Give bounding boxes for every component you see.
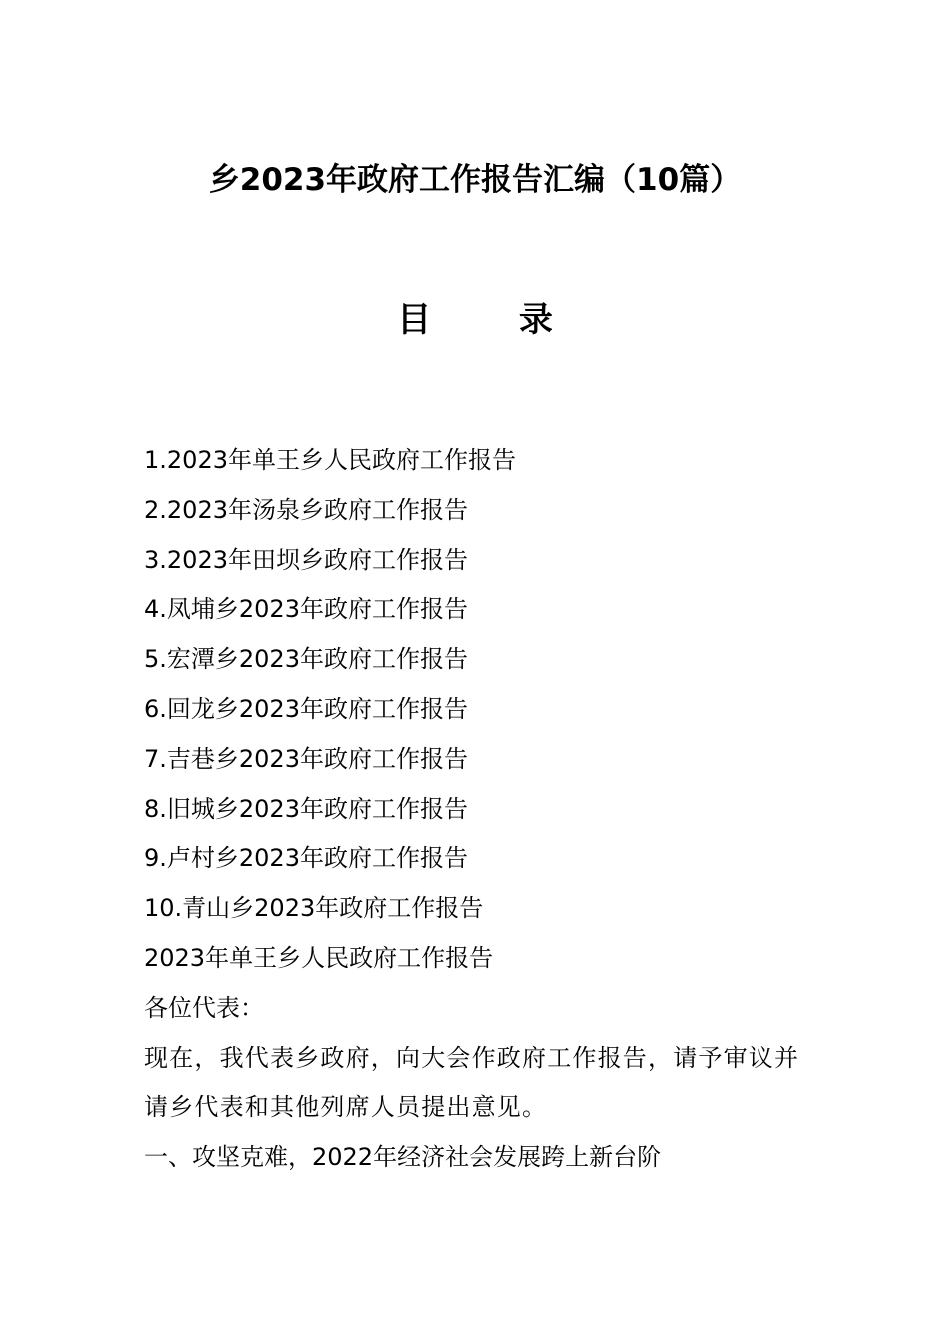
section-title: 2023年单王乡人民政府工作报告 bbox=[144, 944, 494, 972]
intro-paragraph: 现在，我代表乡政府，向大会作政府工作报告，请予审议并请乡代表和其他列席人员提出意见。 bbox=[144, 1043, 800, 1122]
toc-item: 10.青山乡2023年政府工作报告 bbox=[144, 894, 484, 923]
toc-item: 5.宏潭乡2023年政府工作报告 bbox=[144, 645, 468, 674]
toc-item: 8.旧城乡2023年政府工作报告 bbox=[144, 794, 468, 823]
greeting: 各位代表： bbox=[144, 993, 264, 1022]
toc-item: 3.2023年田坝乡政府工作报告 bbox=[144, 545, 468, 574]
toc-item: 2.2023年汤泉乡政府工作报告 bbox=[144, 495, 468, 524]
report-body bbox=[144, 934, 814, 1183]
section-heading: 一、攻坚克难，2022年经济社会发展跨上新台阶 bbox=[144, 1143, 662, 1172]
document-title: 乡2023年政府工作报告汇编（10篇） bbox=[208, 162, 742, 198]
toc-item: 9.卢村乡2023年政府工作报告 bbox=[144, 844, 468, 873]
table-of-contents bbox=[144, 436, 516, 934]
toc-item: 1.2023年单王乡人民政府工作报告 bbox=[144, 446, 516, 474]
toc-item: 6.回龙乡2023年政府工作报告 bbox=[144, 694, 468, 723]
toc-item: 7.吉巷乡2023年政府工作报告 bbox=[144, 744, 468, 773]
toc-heading: 目 录 bbox=[397, 300, 591, 340]
toc-item: 4.凤埔乡2023年政府工作报告 bbox=[144, 595, 468, 624]
